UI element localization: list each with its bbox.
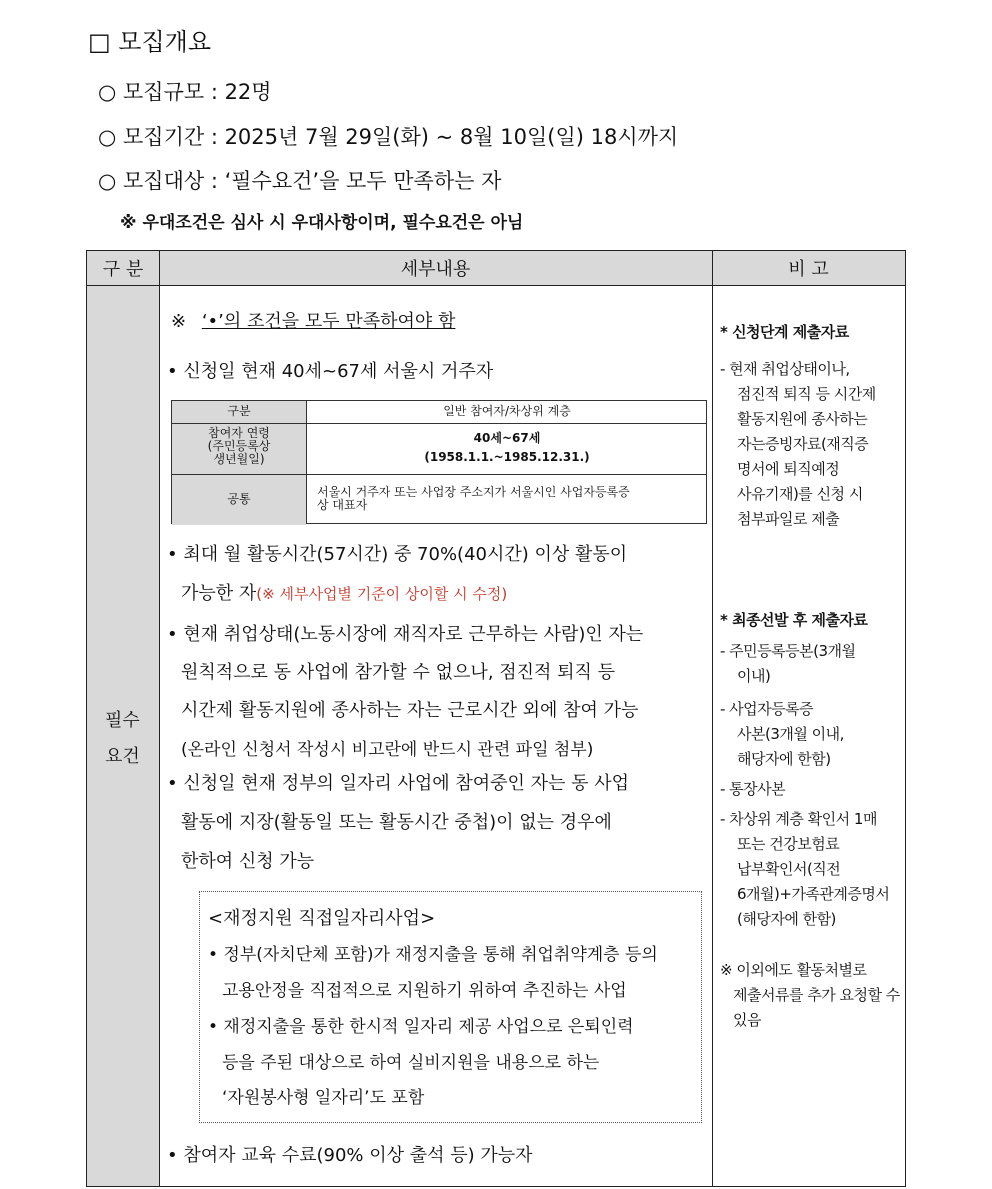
box-title: <재정지원 직접일자리사업>	[208, 908, 436, 929]
employment-line-1: • 현재 취업상태(노동시장에 재직자로 근무하는 사람)인 자는	[167, 624, 644, 645]
common-label: 공통	[227, 492, 251, 506]
remarks-apply-title: * 신청단계 제출자료	[720, 323, 849, 341]
hours-note: (※ 세부사업별 기준이 상이할 시 수정)	[256, 585, 508, 603]
gov-job-line-2: 활동에 지장(활동일 또는 활동시간 중첩)이 없는 경우에	[181, 812, 612, 833]
remarks-final-10: 6개월)+가족관계증명서	[737, 885, 890, 903]
employment-line-3: 시간제 활동지원에 종사하는 자는 근로시간 외에 참여 가능	[181, 700, 639, 721]
lead-condition: ‘•’의 조건을 모두 만족하여야 함	[201, 311, 456, 332]
remarks-apply-1: - 현재 취업상태이나,	[720, 360, 850, 378]
age-table	[171, 400, 707, 524]
lead-mark: ※	[171, 311, 187, 332]
section-heading: □ 모집개요	[88, 28, 212, 56]
hours-requirement-1: • 최대 월 활동시간(57시간) 중 70%(40시간) 이상 활동이	[167, 544, 628, 565]
remarks-extra-2: 제출서류를 추가 요청할 수	[733, 986, 900, 1004]
age-range: 40세~67세	[473, 431, 541, 445]
employment-line-4: (온라인 신청서 작성시 비고란에 반드시 관련 파일 첨부)	[181, 740, 594, 760]
common-value-2: 상 대표자	[317, 498, 368, 512]
remarks-final-title: * 최종선발 후 제출자료	[720, 611, 868, 629]
remarks-final-3: - 사업자등록증	[720, 700, 814, 718]
remarks-final-8: 또는 건강보험료	[737, 835, 840, 853]
box-line-1: • 정부(자치단체 포함)가 재정지출을 통해 취업취약계층 등의	[208, 945, 658, 965]
recruit-period: ○ 모집기간 : 2025년 7월 29일(화) ~ 8월 10일(일) 18시까지	[98, 125, 679, 149]
direct-job-program-box	[199, 891, 702, 1123]
remarks-apply-6: 사유기재)를 신청 시	[737, 485, 863, 503]
remarks-final-5: 해당자에 한함)	[737, 750, 831, 768]
age-label-1: 참여자 연령	[208, 426, 270, 440]
remarks-apply-7: 첨부파일로 제출	[737, 510, 840, 528]
gov-job-line-3: 한하여 신청 가능	[181, 851, 315, 872]
box-line-4: 등을 주된 대상으로 하여 실비지원을 내용으로 하는	[222, 1053, 600, 1073]
preference-note: ※ 우대조건은 심사 시 우대사항이며, 필수요건은 아님	[120, 213, 524, 233]
age-requirement: • 신청일 현재 40세~67세 서울시 거주자	[167, 361, 494, 382]
employment-line-2: 원칙적으로 동 사업에 참가할 수 없으나, 점진적 퇴직 등	[181, 662, 616, 683]
recruit-size: ○ 모집규모 : 22명	[98, 80, 272, 104]
remarks-final-1: - 주민등록등본(3개월	[720, 642, 856, 660]
age-label-3: 생년월일)	[213, 452, 265, 466]
recruit-target: ○ 모집대상 : ‘필수요건’을 모두 만족하는 자	[98, 169, 502, 193]
age-label-2: (주민등록상	[207, 439, 271, 453]
inner-header-2: 일반 참여자/차상위 계층	[443, 404, 571, 418]
remarks-final-2: 이내)	[737, 667, 771, 685]
remarks-final-4: 사본(3개월 이내,	[737, 725, 844, 743]
gov-job-line-1: • 신청일 현재 정부의 일자리 사업에 참여중인 자는 동 사업	[167, 773, 630, 794]
common-value-1: 서울시 거주자 또는 사업장 주소지가 서울시인 사업자등록증	[317, 485, 630, 499]
remarks-final-7: - 차상위 계층 확인서 1매	[720, 810, 877, 828]
remarks-final-11: (해당자에 한함)	[737, 910, 836, 928]
category-label-1: 필수	[105, 710, 140, 731]
box-line-2: 고용안정을 직접적으로 지원하기 위하여 추진하는 사업	[222, 981, 627, 1001]
remarks-apply-3: 활동지원에 종사하는	[737, 410, 868, 428]
header-category: 구 분	[102, 259, 144, 280]
hours-requirement-2: 가능한 자	[181, 583, 257, 604]
category-label-2: 요건	[105, 746, 140, 767]
box-line-3: • 재정지출을 통한 한시적 일자리 제공 사업으로 은퇴인력	[208, 1017, 634, 1037]
education-requirement: • 참여자 교육 수료(90% 이상 출석 등) 가능자	[167, 1145, 533, 1166]
remarks-final-9: 납부확인서(직전	[737, 860, 841, 878]
header-remarks: 비 고	[788, 259, 829, 280]
box-line-5: ‘자원봉사형 일자리’도 포함	[222, 1088, 425, 1108]
header-details: 세부내용	[400, 259, 471, 280]
remarks-final-6: - 통장사본	[720, 780, 786, 798]
remarks-extra-1: ※ 이외에도 활동처별로	[720, 961, 867, 979]
remarks-apply-5: 명서에 퇴직예정	[737, 460, 840, 478]
birth-range: (1958.1.1.~1985.12.31.)	[424, 450, 590, 464]
remarks-apply-2: 점진적 퇴직 등 시간제	[737, 385, 876, 403]
remarks-extra-3: 있음	[733, 1011, 761, 1029]
requirements-table	[86, 250, 906, 1187]
remarks-apply-4: 자는증빙자료(재직증	[737, 435, 869, 453]
inner-header-1: 구분	[227, 404, 251, 418]
